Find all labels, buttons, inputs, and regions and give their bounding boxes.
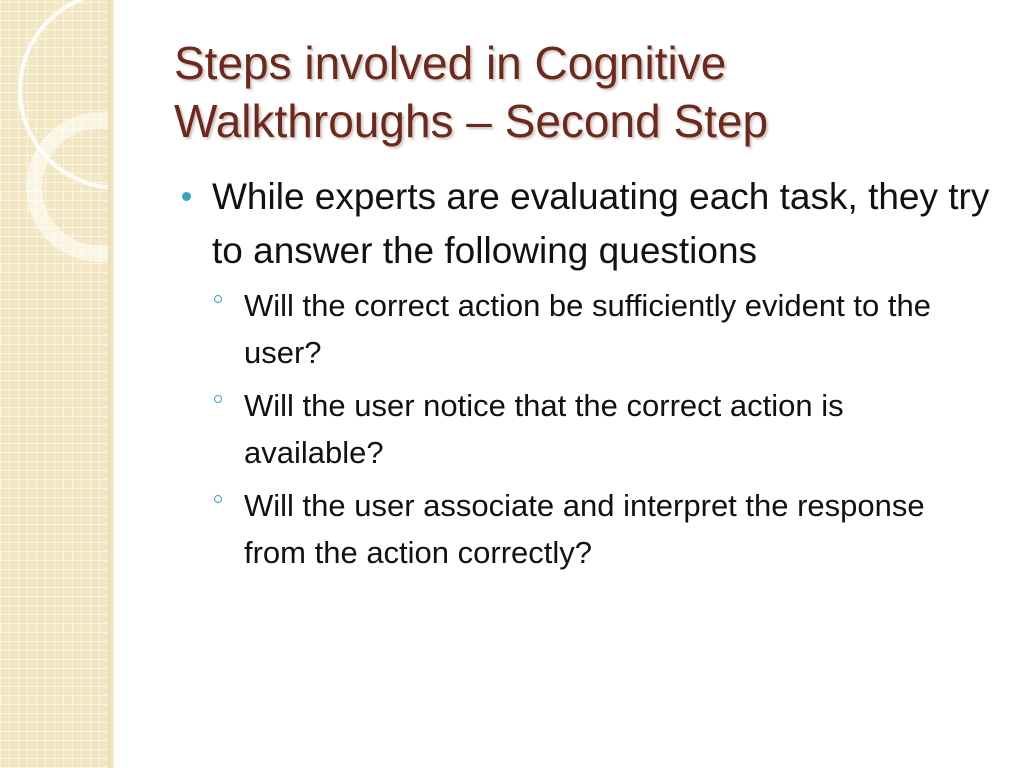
slide-title [174,34,994,150]
slide-title-line-1: Steps involved in Cognitive [174,37,727,89]
side-band-edge [108,0,114,768]
sub-bullet-text: Will the correct action be sufficiently evident to the user? [244,288,931,370]
hollow-circle-bullet-icon [214,295,222,303]
bullet-dot-icon [182,192,191,201]
hollow-circle-bullet-icon [214,495,222,503]
bullet-list [180,170,990,582]
hollow-circle-bullet-icon [214,395,222,403]
sub-bullet-list [212,282,990,576]
bullet-text: While experts are evaluating each task, they try to answer the following questions [212,176,990,271]
sub-bullet-item [212,482,990,576]
sub-bullet-item [212,282,990,376]
bullet-item [180,170,990,576]
sub-bullet-item [212,382,990,476]
decorative-side-band [0,0,114,768]
sub-bullet-text: Will the user associate and interpret the response from the action correctly? [244,488,925,570]
slide-title-line-2: Walkthroughs – Second Step [174,95,769,147]
sub-bullet-text: Will the user notice that the correct action is available? [244,388,844,470]
